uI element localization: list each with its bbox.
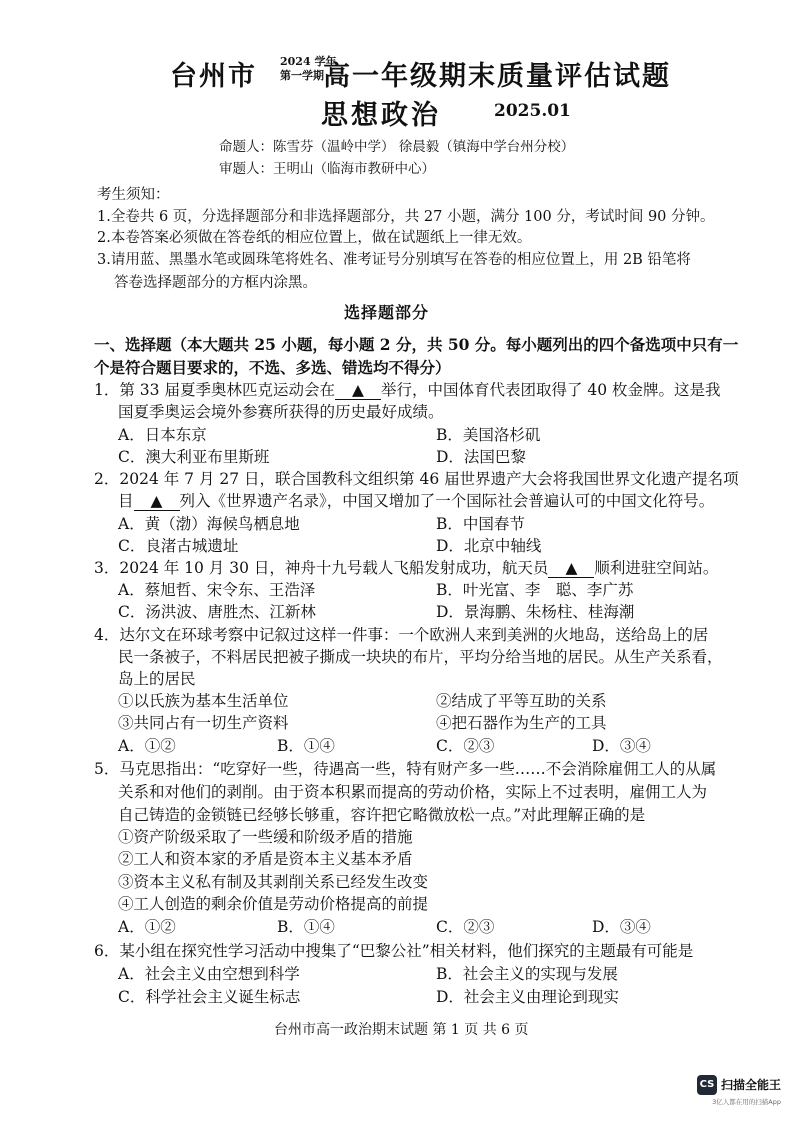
q2-option-a: A．黄（渤）海候鸟栖息地 <box>118 515 300 533</box>
question-6: 6．某小组在探究性学习活动中搜集了“巴黎公社”相关材料，他们探究的主题最有可能是 <box>94 942 694 960</box>
scanner-app-name: 扫描全能王 <box>720 1078 781 1092</box>
q5-statement-2: ②工人和资本家的矛盾是资本主义基本矛盾 <box>118 850 413 868</box>
reviewer-line: 审题人：王明山（临海市教研中心） <box>219 161 435 177</box>
q6-option-b: B．社会主义的实现与发展 <box>436 965 618 983</box>
q3-option-a: A．蔡旭哲、宋令东、王浩泽 <box>118 581 316 599</box>
question-4: 4．达尔文在环球考察中记叙过这样一件事：一个欧洲人来到美洲的火地岛，送给岛上的居 <box>94 626 709 644</box>
notice-item-2: 2.本卷答案必须做在答卷纸的相应位置上，做在试题纸上一律无效。 <box>97 230 532 246</box>
question-5: 5．马克思指出：“吃穿好一些，待遇高一些，特有财产多一些……不会消除雇佣工人的从属 <box>94 760 717 778</box>
section-title: 选择题部分 <box>344 303 430 322</box>
q3-option-d: D．景海鹏、朱杨柱、桂海潮 <box>436 603 635 621</box>
q4-option-d: D．③④ <box>592 737 651 755</box>
answer-blank: ▲ <box>335 381 381 400</box>
authors-line: 命题人：陈雪芬（温岭中学） 徐晨毅（镇海中学台州分校） <box>219 139 575 155</box>
question-1-line-2: 国夏季奥运会境外参赛所获得的历史最好成绩。 <box>118 403 444 421</box>
q5-option-d: D．③④ <box>592 918 651 936</box>
q4-statement-1: ①以氏族为基本生活单位 <box>118 692 289 710</box>
q5-statement-3: ③资本主义私有制及其剥削关系已经发生改变 <box>118 873 429 891</box>
section-instruction-1: 一、选择题（本大题共 25 小题，每小题 2 分，共 50 分。每小题列出的四个备选项中只有一 <box>94 335 739 354</box>
answer-blank: ▲ <box>548 559 594 578</box>
notice-item-1: 1.全卷共 6 页，分选择题部分和非选择题部分，共 27 小题，满分 100 分，考试时间 90 分钟。 <box>97 209 715 225</box>
q5-option-b: B．①④ <box>277 918 335 936</box>
question-5-line-3: 自己铸造的金锁链已经够长够重，容许把它略微放松一点。”对此理解正确的是 <box>118 806 646 824</box>
notice-item-3: 3.请用蓝、黑墨水笔或圆珠笔将姓名、准考证号分别填写在答卷的相应位置上，用 2B 铅笔将 <box>97 252 691 268</box>
scanner-logo-icon: CS <box>697 1075 717 1095</box>
header-semester: 第一学期 <box>280 69 324 82</box>
scanner-tagline: 3亿人都在用的扫描App <box>712 1097 781 1106</box>
q3-option-c: C．汤洪波、唐胜杰、江新林 <box>118 603 316 621</box>
exam-title: 高一年级期末质量评估试题 <box>323 61 671 92</box>
question-5-line-2: 关系和对他们的剥削。由于资本积累而提高的劳动价格，实际上不过表明，雇佣工人为 <box>118 783 708 801</box>
section-instruction-2: 个是符合题目要求的，不选、多选、错选均不得分） <box>94 358 451 377</box>
question-3: 3．2024 年 10 月 30 日，神舟十九号载人飞船发射成功，航天员 ▲ 顺利进驻空间站。 <box>94 559 719 577</box>
header-year: 2024 学年 <box>280 55 337 68</box>
q1-option-a: A．日本东京 <box>118 426 207 444</box>
q5-statement-4: ④工人创造的剩余价值是劳动价格提高的前提 <box>118 895 429 913</box>
question-2: 2．2024 年 7 月 27 日，联合国教科文组织第 46 届世界遗产大会将我国世界文化遗产提名项 <box>94 470 739 488</box>
q2-option-d: D．北京中轴线 <box>436 537 542 555</box>
question-1: 1．第 33 届夏季奥林匹克运动会在 ▲ 举行，中国体育代表团取得了 40 枚金牌。这是我 <box>94 381 721 399</box>
page-footer: 台州市高一政治期末试题 第 1 页 共 6 页 <box>274 1022 529 1038</box>
question-4-line-2: 民一条被子，不料居民把被子撕成一块块的布片，平均分给当地的居民。从生产关系看， <box>118 648 723 666</box>
q3-option-b: B．叶光富、李 聪、李广苏 <box>436 581 634 599</box>
q4-option-b: B．①④ <box>277 737 335 755</box>
q1-option-b: B．美国洛杉矶 <box>436 426 541 444</box>
q5-option-c: C．②③ <box>436 918 495 936</box>
q2-option-b: B．中国春节 <box>436 515 525 533</box>
q4-statement-4: ④把石器作为生产的工具 <box>436 714 607 732</box>
subject-title: 思想政治 <box>321 100 441 131</box>
q5-option-a: A．①② <box>118 918 176 936</box>
exam-date: 2025.01 <box>494 101 571 121</box>
q6-option-d: D．社会主义由理论到现实 <box>436 988 619 1006</box>
q2-option-c: C．良渚古城遗址 <box>118 537 239 555</box>
notice-item-3-cont: 答卷选择题部分的方框内涂黑。 <box>114 275 317 291</box>
q1-option-d: D．法国巴黎 <box>436 448 526 466</box>
q5-statement-1: ①资产阶级采取了一些缓和阶级矛盾的措施 <box>118 828 413 846</box>
q4-statement-3: ③共同占有一切生产资料 <box>118 714 289 732</box>
q4-option-a: A．①② <box>118 737 176 755</box>
notice-title: 考生须知： <box>97 187 170 203</box>
q1-option-c: C．澳大利亚布里斯班 <box>118 448 270 466</box>
q4-statement-2: ②结成了平等互助的关系 <box>436 692 607 710</box>
scanner-watermark <box>697 1074 781 1106</box>
q6-option-a: A．社会主义由空想到科学 <box>118 965 300 983</box>
header-city: 台州市 <box>170 61 257 92</box>
question-2-line-2: 目 ▲ 列入《世界遗产名录》，中国又增加了一个国际社会普遍认可的中国文化符号。 <box>118 492 715 510</box>
q6-option-c: C．科学社会主义诞生标志 <box>118 988 301 1006</box>
answer-blank: ▲ <box>134 492 180 511</box>
question-4-line-3: 岛上的居民 <box>118 670 196 688</box>
q4-option-c: C．②③ <box>436 737 495 755</box>
